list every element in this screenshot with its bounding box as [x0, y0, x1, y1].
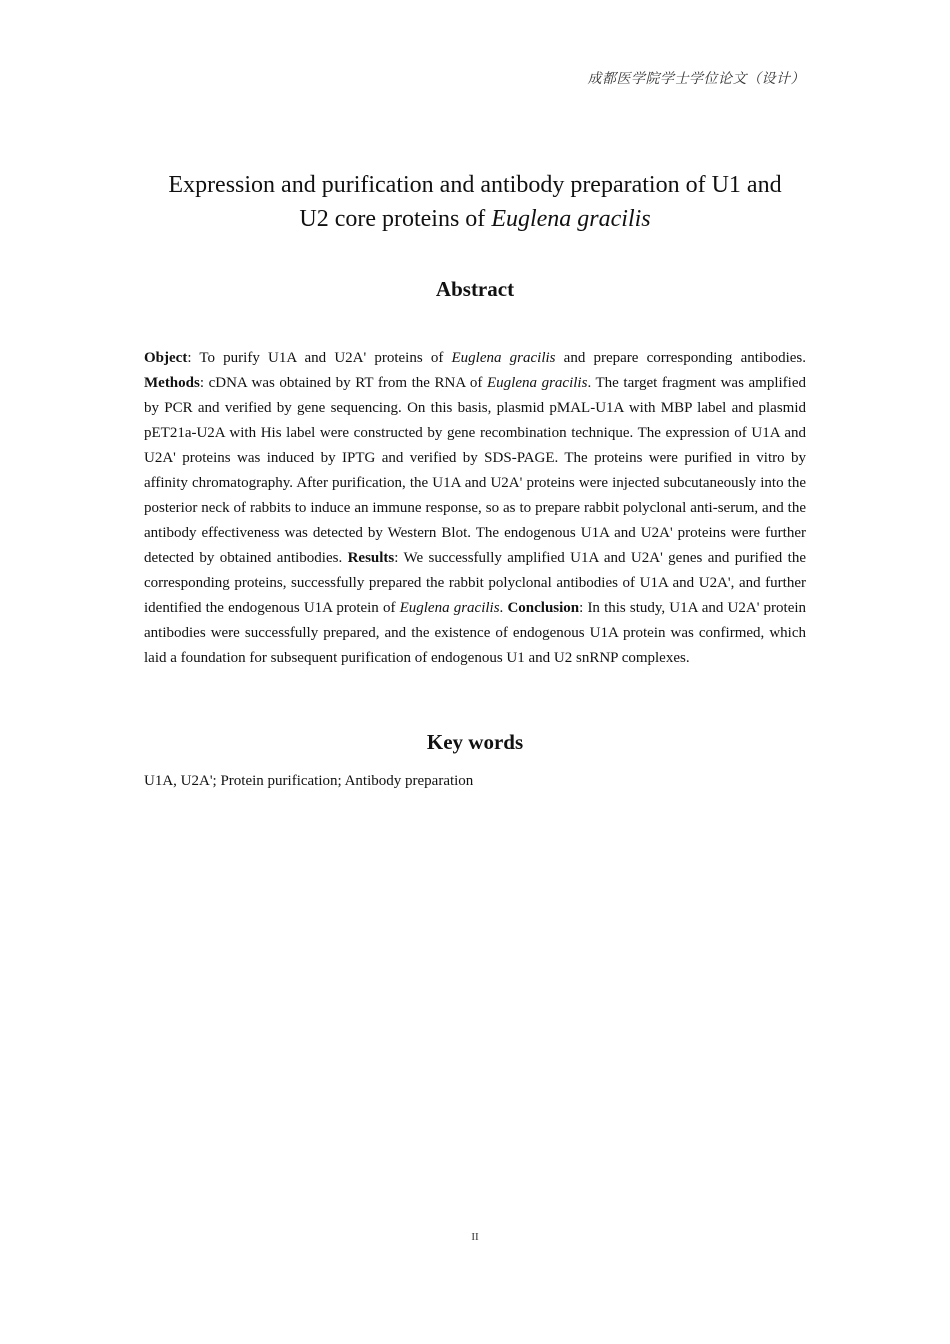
conclusion-text: : In this study, U1A and U2A' protein antibodies were successfully prepared, and the existence of endogenous U1A protein was confirmed, which laid a foundation for subsequent purification of endogenous U1 and U2 snRNP complexes. — [144, 600, 807, 666]
object-text-a: : To purify U1A and U2A' proteins of — [187, 350, 452, 366]
results-label: Results — [347, 550, 395, 566]
title-species-name: Euglena gracilis — [491, 206, 651, 232]
keywords-heading: Key words — [426, 730, 524, 754]
results-text-a: : We successfully amplified U1A and U2A' genes and purified the corresponding proteins, successfully prepared the rabbit polyclonal antibodies of U1A and U2A', and further identified the endogenous U1A protein of — [144, 550, 806, 616]
object-text-b: and prepare corresponding antibodies. — [555, 350, 806, 366]
methods-label: Methods — [144, 375, 200, 391]
results-species: Euglena gracilis — [399, 600, 500, 616]
page-number: II — [471, 1231, 479, 1243]
methods-text-a: : cDNA was obtained by RT from the RNA of — [199, 375, 488, 391]
title-line-1: Expression and purification and antibody preparation of U1 and — [168, 172, 782, 198]
keywords-text: U1A, U2A'; Protein purification; Antibody preparation — [144, 773, 474, 789]
running-header: 成都医学院学士学位论文（设计） — [587, 71, 805, 87]
abstract-heading: Abstract — [435, 277, 515, 301]
thesis-title — [120, 168, 830, 236]
conclusion-label: Conclusion — [507, 600, 580, 616]
methods-species: Euglena gracilis — [487, 375, 588, 391]
abstract-body — [144, 346, 806, 671]
title-line-2-prefix: U2 core proteins of — [299, 206, 492, 232]
methods-text-b: . The target fragment was amplified by PCR and verified by gene sequencing. On this basis, plasmid pMAL-U1A with MBP label and plasmid pET21a-U2A with His label were constructed by gene recombination technique. The expression of U1A and U2A' proteins was induced by IPTG and verified by SDS-PAGE. The proteins were purified in vitro by affinity chromatography. After purification, the U1A and U2A' proteins were injected subcutaneously into the posterior neck of rabbits to induce an immune response, so as to prepare rabbit polyclonal anti-serum, and the antibody effectiveness was detected by Western Blot. The endogenous U1A and U2A' proteins were further detected by obtained antibodies. — [144, 375, 806, 566]
object-species: Euglena gracilis — [451, 350, 556, 366]
object-label: Object — [144, 350, 188, 366]
results-text-b: . — [499, 600, 508, 616]
